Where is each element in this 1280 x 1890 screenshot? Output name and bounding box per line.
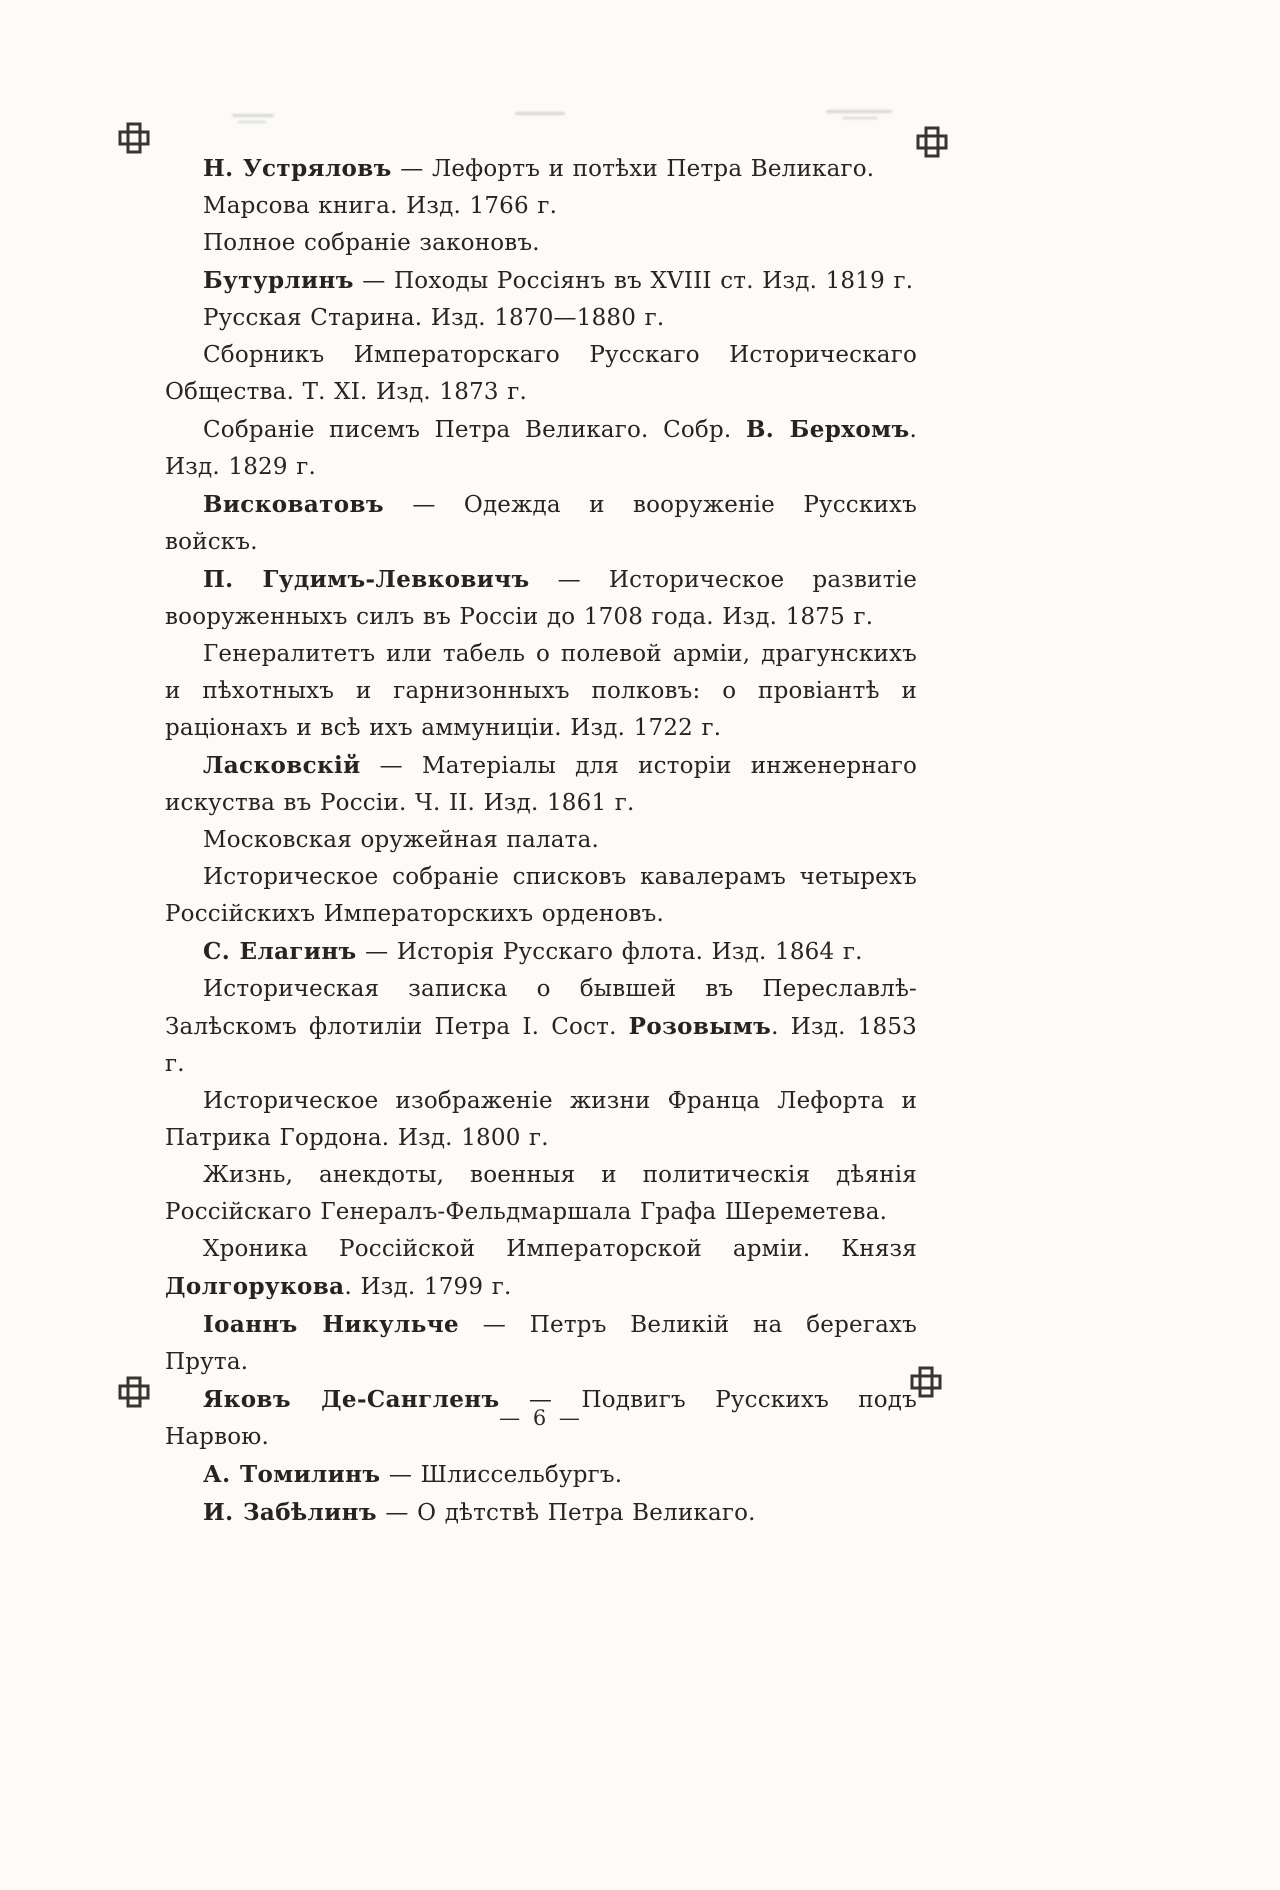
bibliography-entry bbox=[165, 859, 917, 933]
entry-text: Историческое собраніе списковъ кавалерамъ четырехъ Россійскихъ Императорскихъ орденовъ. bbox=[165, 864, 917, 927]
author-name: Іоаннъ Никульче bbox=[203, 1311, 460, 1338]
entry-text: Жизнь, анекдоты, военныя и политическія дѣянія Россійскаго Генералъ-Фельдмаршала Графа Шереметева. bbox=[165, 1162, 917, 1225]
bibliography-entry bbox=[165, 822, 917, 859]
author-name: И. Забѣлинъ bbox=[203, 1499, 377, 1526]
author-name: Розовымъ bbox=[628, 1013, 772, 1040]
entry-text: Историческое изображеніе жизни Франца Лефорта и Патрика Гордона. Изд. 1800 г. bbox=[165, 1088, 917, 1151]
bibliography-entry bbox=[165, 300, 917, 337]
page-number: — 6 — bbox=[499, 1406, 583, 1430]
bibliography-entry bbox=[165, 561, 917, 636]
entry-text: — О дѣтствѣ Петра Великаго. bbox=[376, 1500, 756, 1526]
bibliography-entry bbox=[165, 1157, 917, 1231]
bibliography-entry bbox=[165, 337, 917, 411]
bibliography-entry bbox=[165, 1231, 917, 1306]
bibliography-entry bbox=[165, 1306, 917, 1381]
author-name: Бутурлинъ bbox=[203, 267, 354, 294]
author-name: С. Елагинъ bbox=[203, 938, 357, 965]
scan-artifact bbox=[826, 110, 892, 113]
author-name: Яковъ Де-Сангленъ bbox=[203, 1386, 500, 1413]
entry-text: Русская Старина. Изд. 1870—1880 г. bbox=[203, 305, 665, 331]
bibliography-entry bbox=[165, 636, 917, 747]
entry-text: Генералитетъ или табель о полевой арміи, драгунскихъ и пѣхотныхъ и гарнизонныхъ полковъ: о провіантѣ и раціонахъ и всѣ ихъ аммуниціи. Изд. 1722 г. bbox=[165, 641, 917, 741]
author-name: Долгорукова bbox=[165, 1273, 345, 1300]
entry-text: Московская оружейная палата. bbox=[203, 827, 600, 853]
bibliography-entry bbox=[165, 411, 917, 486]
scan-artifact bbox=[238, 121, 266, 123]
entry-text: Собраніе писемъ Петра Великаго. Собр. bbox=[203, 417, 746, 443]
entry-text: — Походы Россіянъ въ XVIII ст. Изд. 1819 г. bbox=[353, 268, 914, 294]
entry-text: Полное собраніе законовъ. bbox=[203, 230, 540, 256]
bibliography-entry bbox=[165, 188, 917, 225]
entry-text: . Изд. 1853 г. bbox=[165, 1014, 917, 1077]
bibliography-entry bbox=[165, 262, 917, 300]
author-name: П. Гудимъ-Левковичъ bbox=[203, 566, 530, 593]
corner-ornament-icon bbox=[912, 122, 952, 162]
author-name: Ласковскій bbox=[203, 752, 361, 779]
corner-ornament-icon bbox=[114, 1372, 154, 1412]
bibliography-entry bbox=[165, 1456, 917, 1494]
scan-artifact bbox=[842, 117, 878, 119]
bibliography-entry bbox=[165, 486, 917, 561]
entry-text: . Изд. 1829 г. bbox=[165, 417, 918, 480]
entry-text: — Историческое развитіе вооруженныхъ силъ въ Россіи до 1708 года. Изд. 1875 г. bbox=[165, 567, 918, 630]
bibliography-entry bbox=[165, 1494, 917, 1532]
entry-text: Марсова книга. Изд. 1766 г. bbox=[203, 193, 558, 219]
entry-text: — Лефортъ и потѣхи Петра Великаго. bbox=[391, 156, 875, 182]
corner-ornament-icon bbox=[114, 118, 154, 158]
entry-text: — Матеріалы для исторіи инженернаго искуства въ Россіи. Ч. II. Изд. 1861 г. bbox=[165, 753, 917, 816]
bibliography-list bbox=[165, 150, 917, 1532]
bibliography-entry bbox=[165, 747, 917, 822]
scan-artifact bbox=[515, 112, 565, 115]
entry-text: Сборникъ Императорскаго Русскаго Историческаго Общества. Т. XI. Изд. 1873 г. bbox=[165, 342, 917, 405]
bibliography-entry bbox=[165, 971, 917, 1083]
entry-text: — Подвигъ Русскихъ подъ Нарвою. bbox=[165, 1387, 918, 1450]
author-name: В. Берхомъ bbox=[745, 416, 910, 443]
entry-text: . Изд. 1799 г. bbox=[344, 1274, 512, 1300]
entry-text: — Шлиссельбургъ. bbox=[380, 1462, 623, 1488]
scan-artifact bbox=[232, 114, 274, 117]
entry-text: Историческая записка о бывшей въ Переславлѣ-Залѣскомъ флотиліи Петра I. Сост. bbox=[165, 976, 917, 1040]
author-name: А. Томилинъ bbox=[203, 1461, 381, 1488]
author-name: Висковатовъ bbox=[203, 491, 384, 518]
bibliography-entry bbox=[165, 225, 917, 262]
entry-text: — Одежда и вооруженіе Русскихъ войскъ. bbox=[165, 492, 917, 555]
author-name: Н. Устряловъ bbox=[203, 155, 392, 182]
bibliography-entry bbox=[165, 1083, 917, 1157]
bibliography-entry bbox=[165, 150, 917, 188]
entry-text: — Петръ Великій на берегахъ Прута. bbox=[165, 1312, 917, 1375]
bibliography-entry bbox=[165, 933, 917, 971]
entry-text: — Исторія Русскаго флота. Изд. 1864 г. bbox=[356, 939, 863, 965]
entry-text: Хроника Россійской Императорской арміи. Князя bbox=[203, 1236, 917, 1262]
